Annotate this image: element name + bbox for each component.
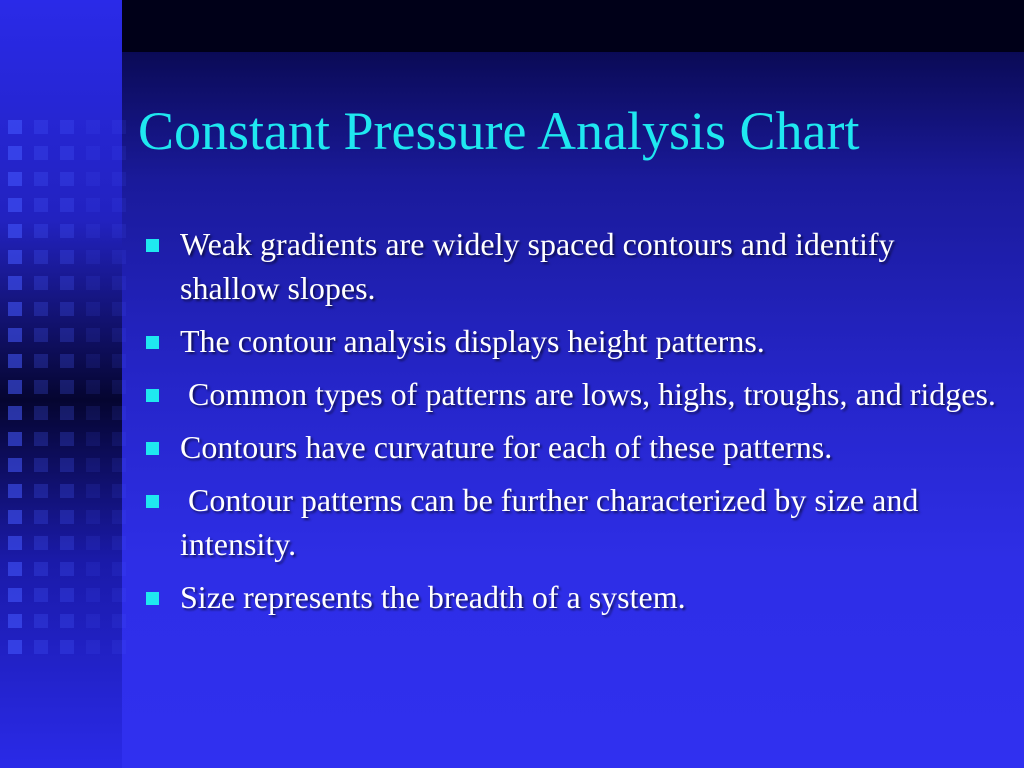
decorative-square: [112, 484, 126, 498]
decorative-square: [86, 406, 100, 420]
decorative-square: [34, 276, 48, 290]
decorative-square: [8, 562, 22, 576]
decorative-square: [34, 146, 48, 160]
decorative-square: [60, 302, 74, 316]
decorative-square: [86, 302, 100, 316]
decorative-square: [60, 536, 74, 550]
decorative-square: [8, 406, 22, 420]
decorative-square: [34, 640, 48, 654]
decorative-square: [112, 354, 126, 368]
decorative-square: [60, 276, 74, 290]
bullet-item: [140, 575, 1000, 619]
decorative-square: [8, 354, 22, 368]
bullet-item: [140, 478, 1000, 566]
left-decorative-band: [0, 0, 122, 768]
decorative-square: [8, 302, 22, 316]
decorative-square: [60, 406, 74, 420]
decorative-square: [86, 276, 100, 290]
decorative-square: [112, 146, 126, 160]
decorative-square: [8, 120, 22, 134]
decorative-square: [86, 510, 100, 524]
bullet-item: [140, 222, 1000, 310]
decorative-square: [8, 198, 22, 212]
decorative-square: [112, 380, 126, 394]
bullet-text: Contour patterns can be further characterized by size and intensity.: [180, 482, 927, 562]
square-bullet-icon: [146, 495, 159, 508]
decorative-square: [60, 432, 74, 446]
decorative-square: [60, 172, 74, 186]
decorative-square: [112, 562, 126, 576]
decorative-square: [60, 354, 74, 368]
decorative-square: [34, 354, 48, 368]
decorative-square: [34, 250, 48, 264]
decorative-square: [112, 614, 126, 628]
decorative-square: [8, 380, 22, 394]
decorative-square: [8, 250, 22, 264]
decorative-square: [8, 224, 22, 238]
decorative-square: [34, 588, 48, 602]
bullet-item: [140, 372, 1000, 416]
bullet-list: [140, 222, 1000, 628]
decorative-square: [86, 224, 100, 238]
decorative-square: [86, 484, 100, 498]
decorative-square: [112, 588, 126, 602]
decorative-square: [8, 536, 22, 550]
decorative-square: [8, 276, 22, 290]
decorative-square: [112, 510, 126, 524]
decorative-square: [86, 588, 100, 602]
decorative-square: [112, 250, 126, 264]
decorative-square: [34, 380, 48, 394]
decorative-square: [60, 510, 74, 524]
decorative-square: [34, 406, 48, 420]
decorative-square: [60, 614, 74, 628]
decorative-square: [8, 614, 22, 628]
decorative-square: [86, 198, 100, 212]
decorative-square: [8, 510, 22, 524]
decorative-square: [112, 458, 126, 472]
decorative-square: [112, 302, 126, 316]
decorative-square: [60, 484, 74, 498]
decorative-square: [86, 380, 100, 394]
square-bullet-icon: [146, 442, 159, 455]
decorative-square: [112, 172, 126, 186]
decorative-square: [112, 328, 126, 342]
decorative-square: [86, 328, 100, 342]
decorative-square: [8, 484, 22, 498]
decorative-square: [60, 588, 74, 602]
decorative-square: [86, 614, 100, 628]
decorative-square: [34, 432, 48, 446]
decorative-square: [8, 640, 22, 654]
bullet-item: [140, 319, 1000, 363]
decorative-square: [34, 510, 48, 524]
decorative-square: [112, 536, 126, 550]
decorative-square: [112, 224, 126, 238]
bullet-text: Weak gradients are widely spaced contours and identify shallow slopes.: [180, 226, 895, 306]
bullet-text: Size represents the breadth of a system.: [180, 579, 686, 615]
decorative-square: [112, 640, 126, 654]
square-bullet-icon: [146, 239, 159, 252]
decorative-square: [34, 172, 48, 186]
decorative-square: [34, 302, 48, 316]
decorative-square: [112, 432, 126, 446]
decorative-square: [112, 406, 126, 420]
decorative-square: [8, 588, 22, 602]
decorative-square: [86, 458, 100, 472]
decorative-square: [8, 432, 22, 446]
decorative-square: [60, 640, 74, 654]
decorative-square: [34, 224, 48, 238]
decorative-square: [86, 250, 100, 264]
decorative-square: [60, 328, 74, 342]
decorative-square: [86, 172, 100, 186]
square-bullet-icon: [146, 592, 159, 605]
decorative-square: [60, 458, 74, 472]
decorative-square: [112, 276, 126, 290]
decorative-square: [8, 458, 22, 472]
decorative-square: [60, 250, 74, 264]
slide-title: Constant Pressure Analysis Chart: [138, 101, 860, 161]
bullet-text: Contours have curvature for each of these patterns.: [180, 429, 833, 465]
decorative-square: [86, 146, 100, 160]
decorative-square: [60, 224, 74, 238]
decorative-square: [60, 146, 74, 160]
decorative-square: [112, 198, 126, 212]
decorative-square: [34, 562, 48, 576]
decorative-square: [86, 432, 100, 446]
decorative-square: [34, 198, 48, 212]
decorative-square: [34, 536, 48, 550]
bullet-item: [140, 425, 1000, 469]
decorative-square: [60, 380, 74, 394]
decorative-square: [34, 614, 48, 628]
decorative-square: [8, 172, 22, 186]
bullet-text: The contour analysis displays height patterns.: [180, 323, 765, 359]
decorative-square: [60, 562, 74, 576]
decorative-square: [60, 120, 74, 134]
decorative-square: [8, 146, 22, 160]
decorative-square: [86, 562, 100, 576]
decorative-square: [34, 484, 48, 498]
square-bullet-icon: [146, 389, 159, 402]
top-bar: [122, 0, 1024, 52]
decorative-square: [112, 120, 126, 134]
decorative-square: [60, 198, 74, 212]
decorative-square: [86, 120, 100, 134]
decorative-square: [34, 328, 48, 342]
decorative-square: [86, 354, 100, 368]
bullet-text: Common types of patterns are lows, highs, troughs, and ridges.: [180, 376, 996, 412]
square-bullet-icon: [146, 336, 159, 349]
decorative-squares: [8, 120, 118, 680]
decorative-square: [8, 328, 22, 342]
decorative-square: [86, 536, 100, 550]
decorative-square: [34, 458, 48, 472]
decorative-square: [34, 120, 48, 134]
decorative-square: [86, 640, 100, 654]
